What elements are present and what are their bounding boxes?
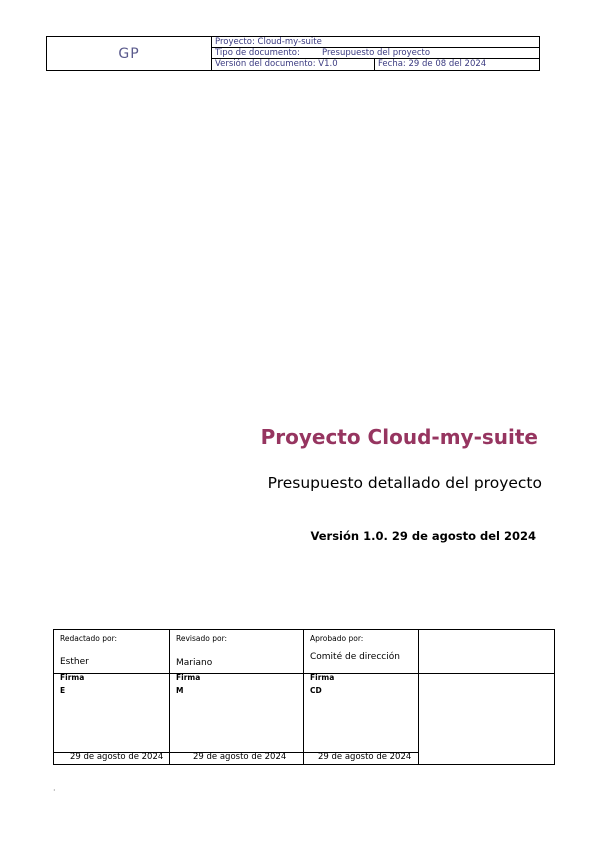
revisado-name: Mariano	[176, 658, 213, 668]
redactado-label: Redactado por:	[60, 634, 118, 643]
aprobado-label: Aprobado por:	[310, 634, 364, 643]
revisado-label: Revisado por:	[176, 634, 228, 643]
header-doc-type-label: Tipo de documento:	[215, 48, 300, 58]
header-version-row	[212, 59, 539, 70]
cover-subtitle: Presupuesto detallado del proyecto	[267, 474, 542, 492]
table-divider	[169, 630, 170, 764]
header-project: Proyecto: Cloud-my-suite	[212, 37, 539, 48]
company-logo: GP	[47, 37, 212, 70]
redactado-name: Esther	[60, 657, 89, 667]
aprobado-signature: CD	[310, 686, 322, 695]
table-divider	[54, 673, 554, 674]
cover-title: Proyecto Cloud-my-suite	[260, 425, 538, 449]
firma-label: Firma	[310, 673, 335, 682]
revisado-date: 29 de agosto de 2024	[193, 752, 287, 762]
revisado-signature: M	[176, 686, 184, 695]
header-doc-type	[212, 48, 539, 59]
aprobado-name: Comité de dirección	[310, 652, 400, 662]
footer-mark: ·	[53, 786, 56, 795]
cover-version: Versión 1.0. 29 de agosto del 2024	[310, 529, 536, 543]
header-date: Fecha: 29 de 08 del 2024	[374, 59, 486, 70]
redactado-signature: E	[60, 686, 66, 695]
aprobado-date: 29 de agosto de 2024	[318, 752, 412, 762]
document-header	[46, 36, 540, 71]
header-doc-type-value: Presupuesto del proyecto	[322, 48, 431, 58]
header-doc-version: Versión del documento: V1.0	[215, 59, 338, 69]
table-divider	[418, 630, 419, 764]
redactado-date: 29 de agosto de 2024	[70, 752, 164, 762]
firma-label: Firma	[60, 673, 85, 682]
signature-table	[53, 629, 555, 765]
firma-label: Firma	[176, 673, 201, 682]
table-divider	[303, 630, 304, 764]
